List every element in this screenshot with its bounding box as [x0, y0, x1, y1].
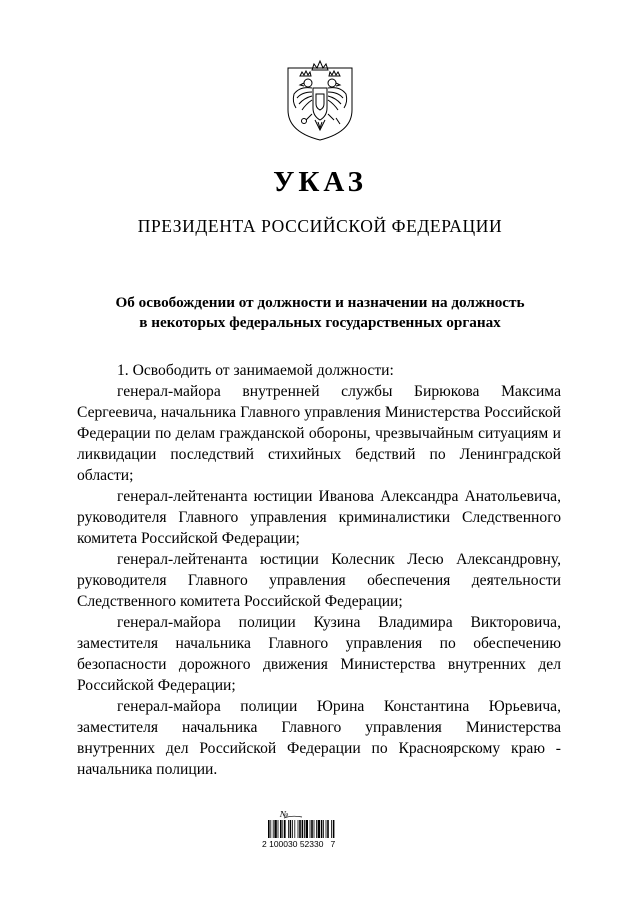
subject-line-1: Об освобождении от должности и назначении на должность — [115, 294, 525, 311]
paragraph-kolesnik: генерал-лейтенанта юстиции Колесник Лесю Александровну, руководителя Главного управления обеспечения деятельности Следственного комитета Российской Федерации; — [77, 551, 561, 610]
barcode-bar — [288, 820, 289, 838]
barcode-bar — [310, 820, 311, 838]
barcode-bar — [306, 820, 308, 838]
issuer-title: ПРЕЗИДЕНТА РОССИЙСКОЙ ФЕДЕРАЦИИ — [137, 216, 503, 236]
barcode-bar — [278, 820, 279, 838]
barcode-bar — [280, 820, 282, 838]
barcode-bar — [284, 820, 286, 838]
coat-of-arms-icon — [282, 58, 358, 142]
barcode-bar — [311, 820, 313, 838]
paragraph-yurin: генерал-майора полиции Юрина Константина Юрьевича, заместителя начальника Главного управления Министерства внутренних дел Российской Федерации по Красноярскому краю - начальника полиции. — [77, 698, 561, 778]
subject-line-2: в некоторых федеральных государственных органах — [139, 314, 501, 331]
barcode-bar — [321, 820, 323, 838]
barcode-bar — [318, 820, 320, 838]
barcode-bar — [282, 820, 283, 838]
barcode-bar — [270, 820, 271, 838]
barcode-bar — [316, 820, 317, 838]
barcode-bar — [302, 820, 304, 838]
paragraph-kuzin: генерал-майора полиции Кузина Владимира Викторовича, заместителя начальника Главного управления по обеспечению безопасности дорожного движения Министерства внутренних дел Российской Федерации; — [77, 614, 561, 694]
barcode-icon — [268, 820, 334, 838]
registration-mark: № — [280, 809, 289, 819]
barcode-bar — [326, 820, 327, 838]
barcode-bar — [331, 820, 332, 838]
barcode-bar — [323, 820, 324, 838]
barcode-bar — [292, 820, 293, 838]
barcode-bar — [333, 820, 335, 838]
barcode-bar — [290, 820, 292, 838]
barcode-bar — [299, 820, 301, 838]
paragraph-ivanov: генерал-лейтенанта юстиции Иванова Александра Анатольевича, руководителя Главного управления криминалистики Следственного комитета Российской Федерации; — [77, 488, 561, 547]
paragraph-biryukov: генерал-майора внутренней службы Бирюкова Максима Сергеевича, начальника Главного управления Министерства Российской Федерации по делам гражданской обороны, чрезвычайным ситуациям и ликвидации последствий стихийных бедствий по Ленинградской области; — [77, 383, 561, 484]
barcode-bar — [273, 820, 274, 838]
paragraph-item-1: 1. Освободить от занимаемой должности: — [117, 362, 394, 379]
barcode-bar — [298, 820, 299, 838]
barcode-bar — [327, 820, 329, 838]
document-type-title: УКАЗ — [273, 166, 367, 198]
barcode-bar — [294, 820, 295, 838]
barcode-bar — [314, 820, 315, 838]
barcode-number: 2 100030 52330 7 — [262, 839, 336, 849]
barcode-bar — [268, 820, 270, 838]
barcode-bar — [274, 820, 276, 838]
decree-body — [77, 360, 561, 780]
decree-subject — [0, 293, 640, 333]
barcode-bar — [304, 820, 305, 838]
